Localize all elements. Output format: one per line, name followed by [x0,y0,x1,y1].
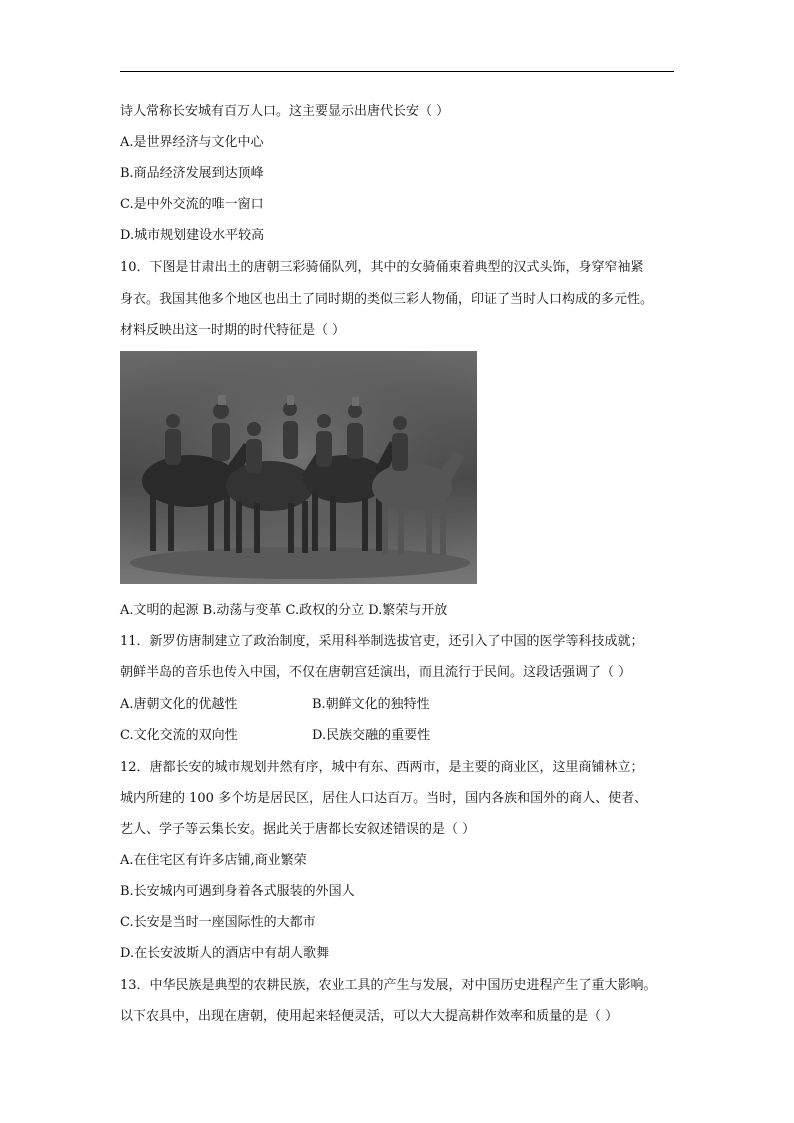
q10-stem-line-2: 身衣。我国其他多个地区也出土了同时期的类似三彩人物俑，印证了当时人口构成的多元性。 [120,292,654,307]
q9-option-b: B.商品经济发展到达顶峰 [120,166,264,181]
q12-stem-line-2: 城内所建的 100 多个坊是居民区，居住人口达百万。当时，国内各族和国外的商人、使者、 [120,791,648,806]
q9-option-a: A.是世界经济与文化中心 [120,135,264,150]
header-rule [120,71,674,72]
q11-stem-line-2: 朝鲜半岛的音乐也传入中国，不仅在唐朝宫廷演出，而且流行于民间。这段话强调了（ ） [120,665,632,680]
tang-sancai-riders-photo [120,351,477,584]
q11-option-a: A.唐朝文化的优越性 [120,697,238,712]
q9-stem: 诗人常称长安城有百万人口。这主要显示出唐代长安（ ） [120,104,450,119]
q9-option-c: C.是中外交流的唯一窗口 [120,197,264,212]
q10-stem-line-1: 10．下图是甘肃出土的唐朝三彩骑俑队列，其中的女骑俑束着典型的汉式头饰，身穿窄袖紧 [120,260,644,275]
q12-option-b: B.长安城内可遇到身着各式服装的外国人 [120,884,355,899]
q12-stem-line-1: 12．唐都长安的城市规划井然有序，城中有东、西两市，是主要的商业区，这里商铺林立； [120,760,644,775]
q10-stem-line-3: 材料反映出这一时期的时代特征是（ ） [120,323,346,338]
q10-options: A.文明的起源 B.动荡与变革 C.政权的分立 D.繁荣与开放 [120,603,448,618]
q9-option-d: D.城市规划建设水平较高 [120,228,265,243]
q11-option-c: C.文化交流的双向性 [120,728,238,743]
q12-option-d: D.在长安波斯人的酒店中有胡人歌舞 [120,946,330,961]
q12-option-c: C.长安是当时一座国际性的大都市 [120,915,316,930]
q12-stem-line-3: 艺人、学子等云集长安。据此关于唐都长安叙述错误的是（ ） [120,822,476,837]
q11-option-d: D.民族交融的重要性 [312,728,431,743]
q11-option-b: B.朝鲜文化的独特性 [312,697,430,712]
q12-option-a: A.在住宅区有许多店铺,商业繁荣 [120,853,307,868]
q13-stem-line-1: 13．中华民族是典型的农耕民族，农业工具的产生与发展，对中国历史进程产生了重大影响。 [120,978,657,993]
q11-stem-line-1: 11．新罗仿唐制建立了政治制度，采用科举制选拔官吏，还引入了中国的医学等科技成就； [120,634,644,649]
q13-stem-line-2: 以下农具中，出现在唐朝，使用起来轻便灵活，可以大大提高耕作效率和质量的是（ ） [120,1009,619,1024]
